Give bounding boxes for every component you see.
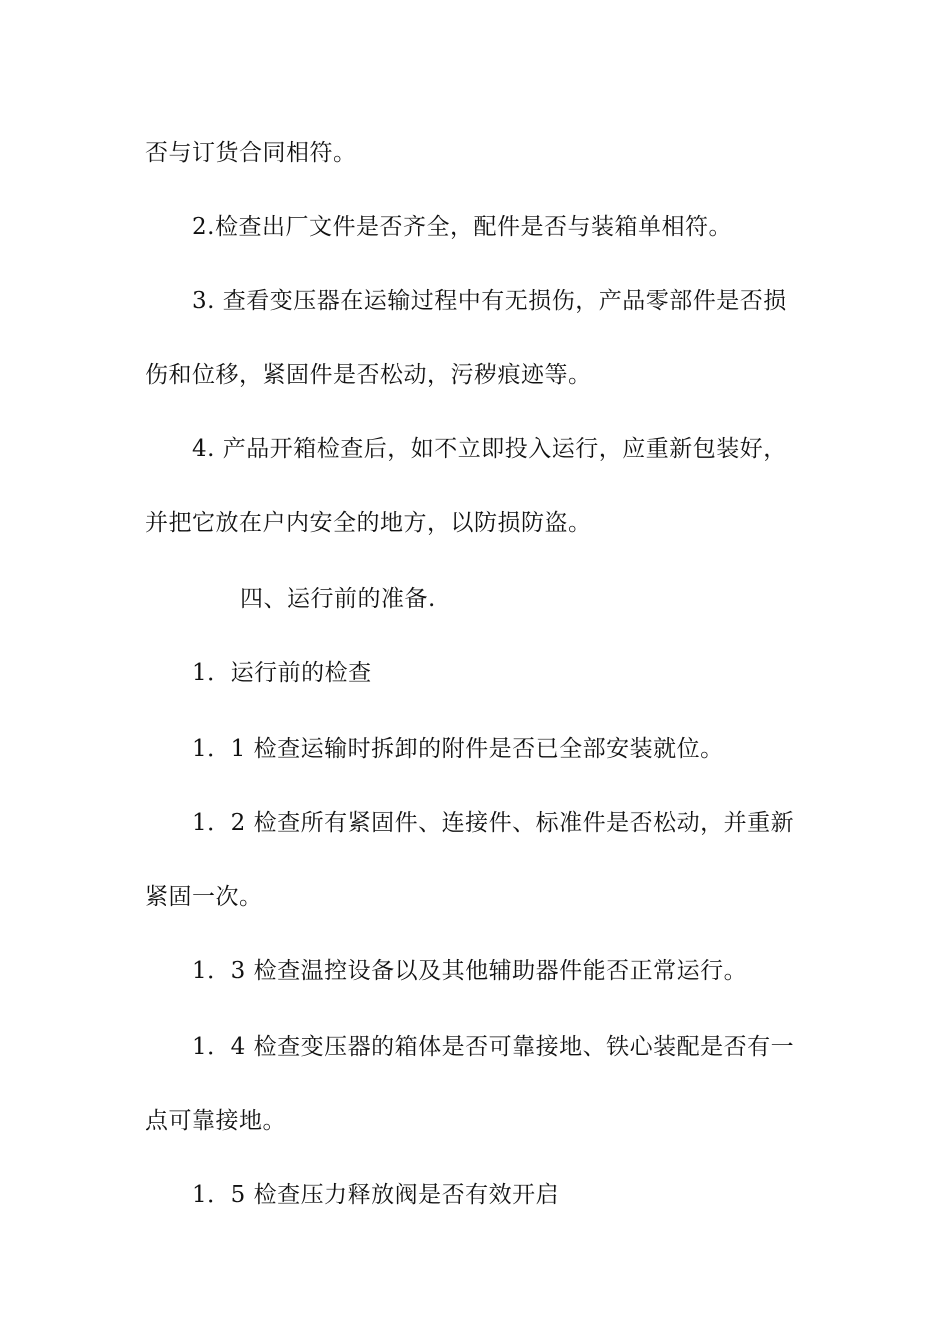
text-line: 点可靠接地。	[145, 1108, 286, 1134]
section-heading: 四、运行前的准备.	[240, 586, 436, 612]
text-line: 1．2 检查所有紧固件、连接件、标准件是否松动，并重新	[192, 810, 795, 836]
text-line: 3. 查看变压器在运输过程中有无损伤，产品零部件是否损	[192, 288, 787, 314]
text-line: 否与订货合同相符。	[145, 140, 357, 166]
subsection-heading: 1．运行前的检查	[192, 660, 372, 686]
text-line: 1．5 检查压力释放阀是否有效开启	[192, 1182, 560, 1208]
text-line: 1．1 检查运输时拆卸的附件是否已全部安装就位。	[192, 736, 724, 762]
text-line: 2.检查出厂文件是否齐全，配件是否与装箱单相符。	[192, 214, 732, 240]
text-line: 1．3 检查温控设备以及其他辅助器件能否正常运行。	[192, 958, 748, 984]
text-line: 并把它放在户内安全的地方，以防损防盗。	[145, 510, 592, 536]
text-line: 伤和位移，紧固件是否松动，污秽痕迹等。	[145, 362, 592, 388]
text-line: 紧固一次。	[145, 884, 263, 910]
text-line: 4. 产品开箱检查后，如不立即投入运行，应重新包装好，	[192, 436, 787, 462]
text-line: 1．4 检查变压器的箱体是否可靠接地、铁心装配是否有一	[192, 1034, 795, 1060]
